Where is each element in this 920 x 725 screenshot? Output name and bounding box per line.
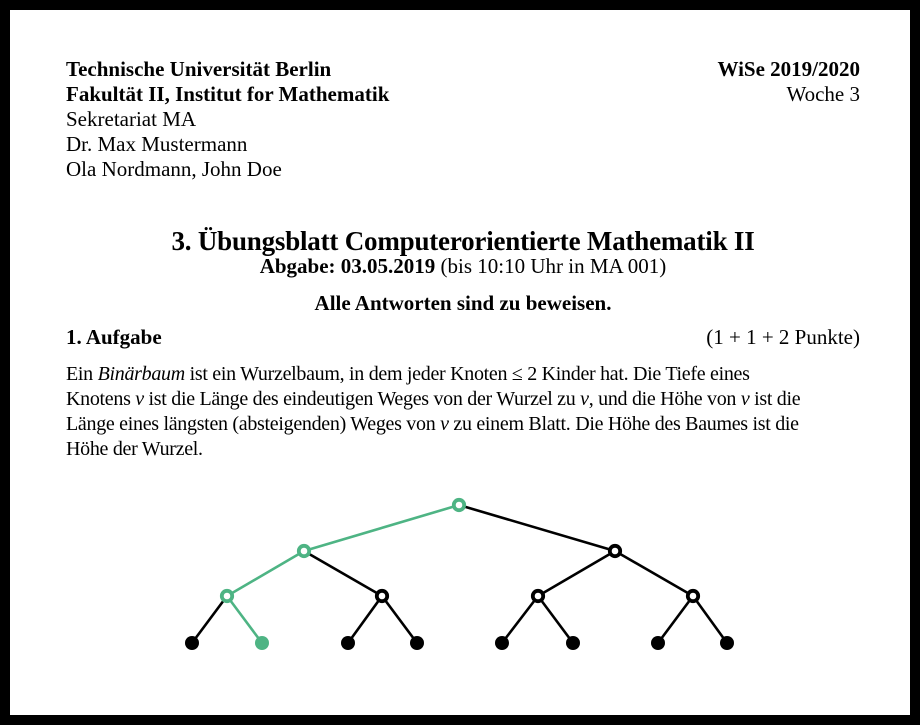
tree-edge [304,551,382,596]
tree-internal-node [533,591,543,601]
tree-leaf-node [185,636,199,650]
tree-edge [615,551,693,596]
text-segment: Knotens [66,388,136,410]
tree-edge [658,596,693,643]
tree-leaf-node [566,636,580,650]
text-segment: Höhe der Wurzel. [66,438,203,460]
tree-internal-node [222,591,232,601]
text-segment: ist die Länge des eindeutigen Weges von der Wurzel zu [143,388,581,410]
binary-tree-figure [10,10,910,715]
tree-edge [502,596,538,643]
text-segment: zu einem Blatt. Die Höhe des Baumes ist die [448,413,799,435]
text-segment: , und die Höhe von [588,388,741,410]
tree-edge [304,505,459,551]
tree-edge [227,551,304,596]
text-segment: (bis 10:10 Uhr in MA 001) [435,254,667,278]
tree-edge [538,596,573,643]
text-segment: v [740,388,750,410]
tree-edge [459,505,615,551]
header-office: Sekretariat MA [66,107,197,131]
tree-internal-node [377,591,387,601]
text-segment: Ein [66,363,98,385]
text-segment: ist die [749,388,801,410]
text-segment: ist ein Wurzelbaum, in dem jeder Knoten ≤ 2 Kinder hat. Die Tiefe eines [184,363,750,385]
text-segment: Abgabe: 03.05.2019 [259,254,436,278]
tree-edge [348,596,382,643]
task-points: (1 + 1 + 2 Punkte) [706,325,860,349]
tree-internal-node [610,546,620,556]
tree-edge [538,551,615,596]
tree-leaf-node [341,636,355,650]
header-assistants: Ola Nordmann, John Doe [66,157,282,181]
text-segment: Länge eines längsten (absteigenden) Weges von [66,413,441,435]
tree-leaf-node [255,636,269,650]
header-week: Woche 3 [786,82,860,106]
tree-edge [192,596,227,643]
header-faculty: Fakultät II, Institut for Mathematik [66,82,390,106]
tree-edge [227,596,262,643]
task-heading: 1. Aufgabe [66,325,162,349]
text-segment: v [135,388,144,410]
tree-internal-node [299,546,309,556]
notice-line: Alle Antworten sind zu beweisen. [314,291,612,315]
tree-svg [10,10,910,715]
tree-leaf-node [720,636,734,650]
header-semester: WiSe 2019/2020 [717,57,860,81]
header-university: Technische Universität Berlin [66,57,332,81]
text-segment: v [580,388,589,410]
tree-internal-node [454,500,464,510]
tree-edge [693,596,727,643]
tree-internal-node [688,591,698,601]
text-segment: Binärbaum [97,363,185,385]
tree-leaf-node [410,636,424,650]
text-segment: v [440,413,449,435]
tree-edge [382,596,417,643]
tree-leaf-node [495,636,509,650]
sheet-title: 3. Übungsblatt Computerorientierte Mathematik II [171,226,755,257]
header-lecturer: Dr. Max Mustermann [66,132,248,156]
tree-leaf-node [651,636,665,650]
